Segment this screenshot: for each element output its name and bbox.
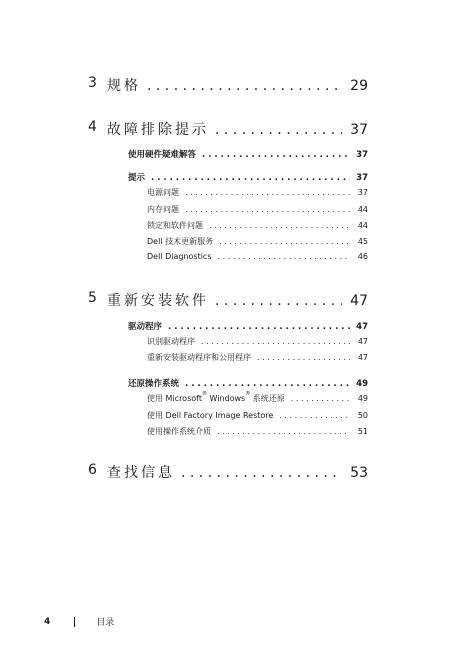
subsection-title: 电源问题 bbox=[147, 188, 179, 197]
dot-leader bbox=[209, 221, 350, 230]
page-number: 53 bbox=[350, 465, 368, 481]
toc-chapter-3[interactable] bbox=[90, 75, 368, 95]
toc-section-drivers[interactable] bbox=[128, 320, 368, 332]
dot-leader bbox=[201, 337, 350, 346]
section-title: 提示 bbox=[128, 173, 146, 183]
toc-sub-reinstall-drivers[interactable] bbox=[147, 352, 368, 363]
page-number: 44 bbox=[357, 221, 368, 230]
toc-section-tips[interactable] bbox=[128, 171, 368, 183]
subsection-title: 锁定和软件问题 bbox=[147, 221, 203, 230]
page-number: 51 bbox=[357, 427, 368, 436]
dot-leader bbox=[215, 122, 342, 138]
subsection-title: 识别驱动程序 bbox=[147, 337, 195, 346]
subsection-title: 使用 Dell Factory Image Restore bbox=[147, 411, 274, 420]
dot-leader bbox=[185, 205, 350, 214]
toc-section-restore-os[interactable] bbox=[128, 377, 368, 389]
toc-sub-dell-diagnostics[interactable] bbox=[147, 252, 368, 261]
footer-divider bbox=[74, 617, 75, 627]
dot-leader bbox=[219, 237, 350, 246]
chapter-number: 3 bbox=[88, 75, 97, 91]
chapter-number: 5 bbox=[88, 290, 97, 306]
toc-sub-factory-restore[interactable] bbox=[147, 410, 368, 421]
toc-chapter-5[interactable] bbox=[90, 290, 368, 310]
page-number: 29 bbox=[350, 78, 368, 94]
registered-mark: ® bbox=[201, 391, 207, 397]
page-number: 37 bbox=[357, 188, 368, 197]
subsection-title: 重新安装驱动程序和公用程序 bbox=[147, 353, 251, 362]
dot-leader bbox=[279, 411, 350, 420]
footer-label: 目录 bbox=[96, 618, 115, 628]
toc-sub-lockup[interactable] bbox=[147, 220, 368, 231]
page-number: 47 bbox=[356, 322, 368, 332]
dot-leader bbox=[147, 78, 342, 94]
page-footer bbox=[44, 615, 114, 628]
windows-text: Windows bbox=[209, 394, 246, 403]
use-text: 使用 bbox=[147, 394, 163, 403]
toc-sub-os-media[interactable] bbox=[147, 426, 368, 437]
microsoft-text: Microsoft bbox=[165, 394, 202, 403]
page-number: 37 bbox=[356, 150, 368, 160]
dot-leader bbox=[218, 252, 351, 261]
subsection-title: Dell 技术更新服务 bbox=[147, 237, 214, 246]
page-number: 45 bbox=[357, 237, 368, 246]
toc-section-troubleshoot-hw[interactable] bbox=[128, 148, 368, 160]
dot-leader bbox=[181, 465, 342, 481]
system-restore-text: 系统还原 bbox=[252, 394, 285, 403]
page-number: 49 bbox=[356, 379, 368, 389]
dot-leader bbox=[168, 322, 350, 332]
toc-chapter-4[interactable] bbox=[90, 119, 368, 139]
toc-sub-memory[interactable] bbox=[147, 204, 368, 215]
chapter-title: 故障排除提示 bbox=[107, 122, 209, 138]
subsection-title: Dell Diagnostics bbox=[147, 252, 212, 261]
toc-chapter-6[interactable] bbox=[90, 462, 368, 482]
dot-leader bbox=[185, 379, 350, 389]
chapter-number: 4 bbox=[88, 119, 97, 135]
chapter-number: 6 bbox=[88, 462, 97, 478]
dot-leader bbox=[217, 427, 350, 436]
page-number: 44 bbox=[357, 205, 368, 214]
toc-sub-identify-drivers[interactable] bbox=[147, 336, 368, 347]
toc-sub-dell-update[interactable] bbox=[147, 236, 368, 247]
section-title: 使用硬件疑难解答 bbox=[128, 150, 197, 160]
page-number: 37 bbox=[356, 173, 368, 183]
chapter-title: 查找信息 bbox=[107, 465, 175, 481]
toc-sub-power[interactable] bbox=[147, 187, 368, 198]
page-number: 37 bbox=[350, 122, 368, 138]
dot-leader bbox=[215, 293, 342, 309]
page-number: 47 bbox=[357, 353, 368, 362]
registered-mark: ® bbox=[245, 391, 251, 397]
section-title: 还原操作系统 bbox=[128, 379, 180, 389]
subsection-title: 内存问题 bbox=[147, 205, 179, 214]
dot-leader bbox=[151, 173, 350, 183]
chapter-title: 规格 bbox=[107, 78, 141, 94]
toc-sub-system-restore[interactable] bbox=[147, 393, 368, 404]
subsection-title: 使用操作系统介质 bbox=[147, 427, 211, 436]
dot-leader bbox=[257, 353, 350, 362]
chapter-title: 重新安装软件 bbox=[107, 293, 209, 309]
dot-leader bbox=[291, 394, 350, 403]
page-number: 50 bbox=[357, 411, 368, 420]
dot-leader bbox=[185, 188, 350, 197]
dot-leader bbox=[202, 150, 350, 160]
section-title: 驱动程序 bbox=[128, 322, 163, 332]
subsection-title bbox=[147, 393, 285, 404]
page-number: 46 bbox=[357, 252, 368, 261]
page-number: 49 bbox=[357, 394, 368, 403]
footer-page-number: 4 bbox=[44, 616, 51, 627]
page-number: 47 bbox=[350, 293, 368, 309]
page-number: 47 bbox=[357, 337, 368, 346]
